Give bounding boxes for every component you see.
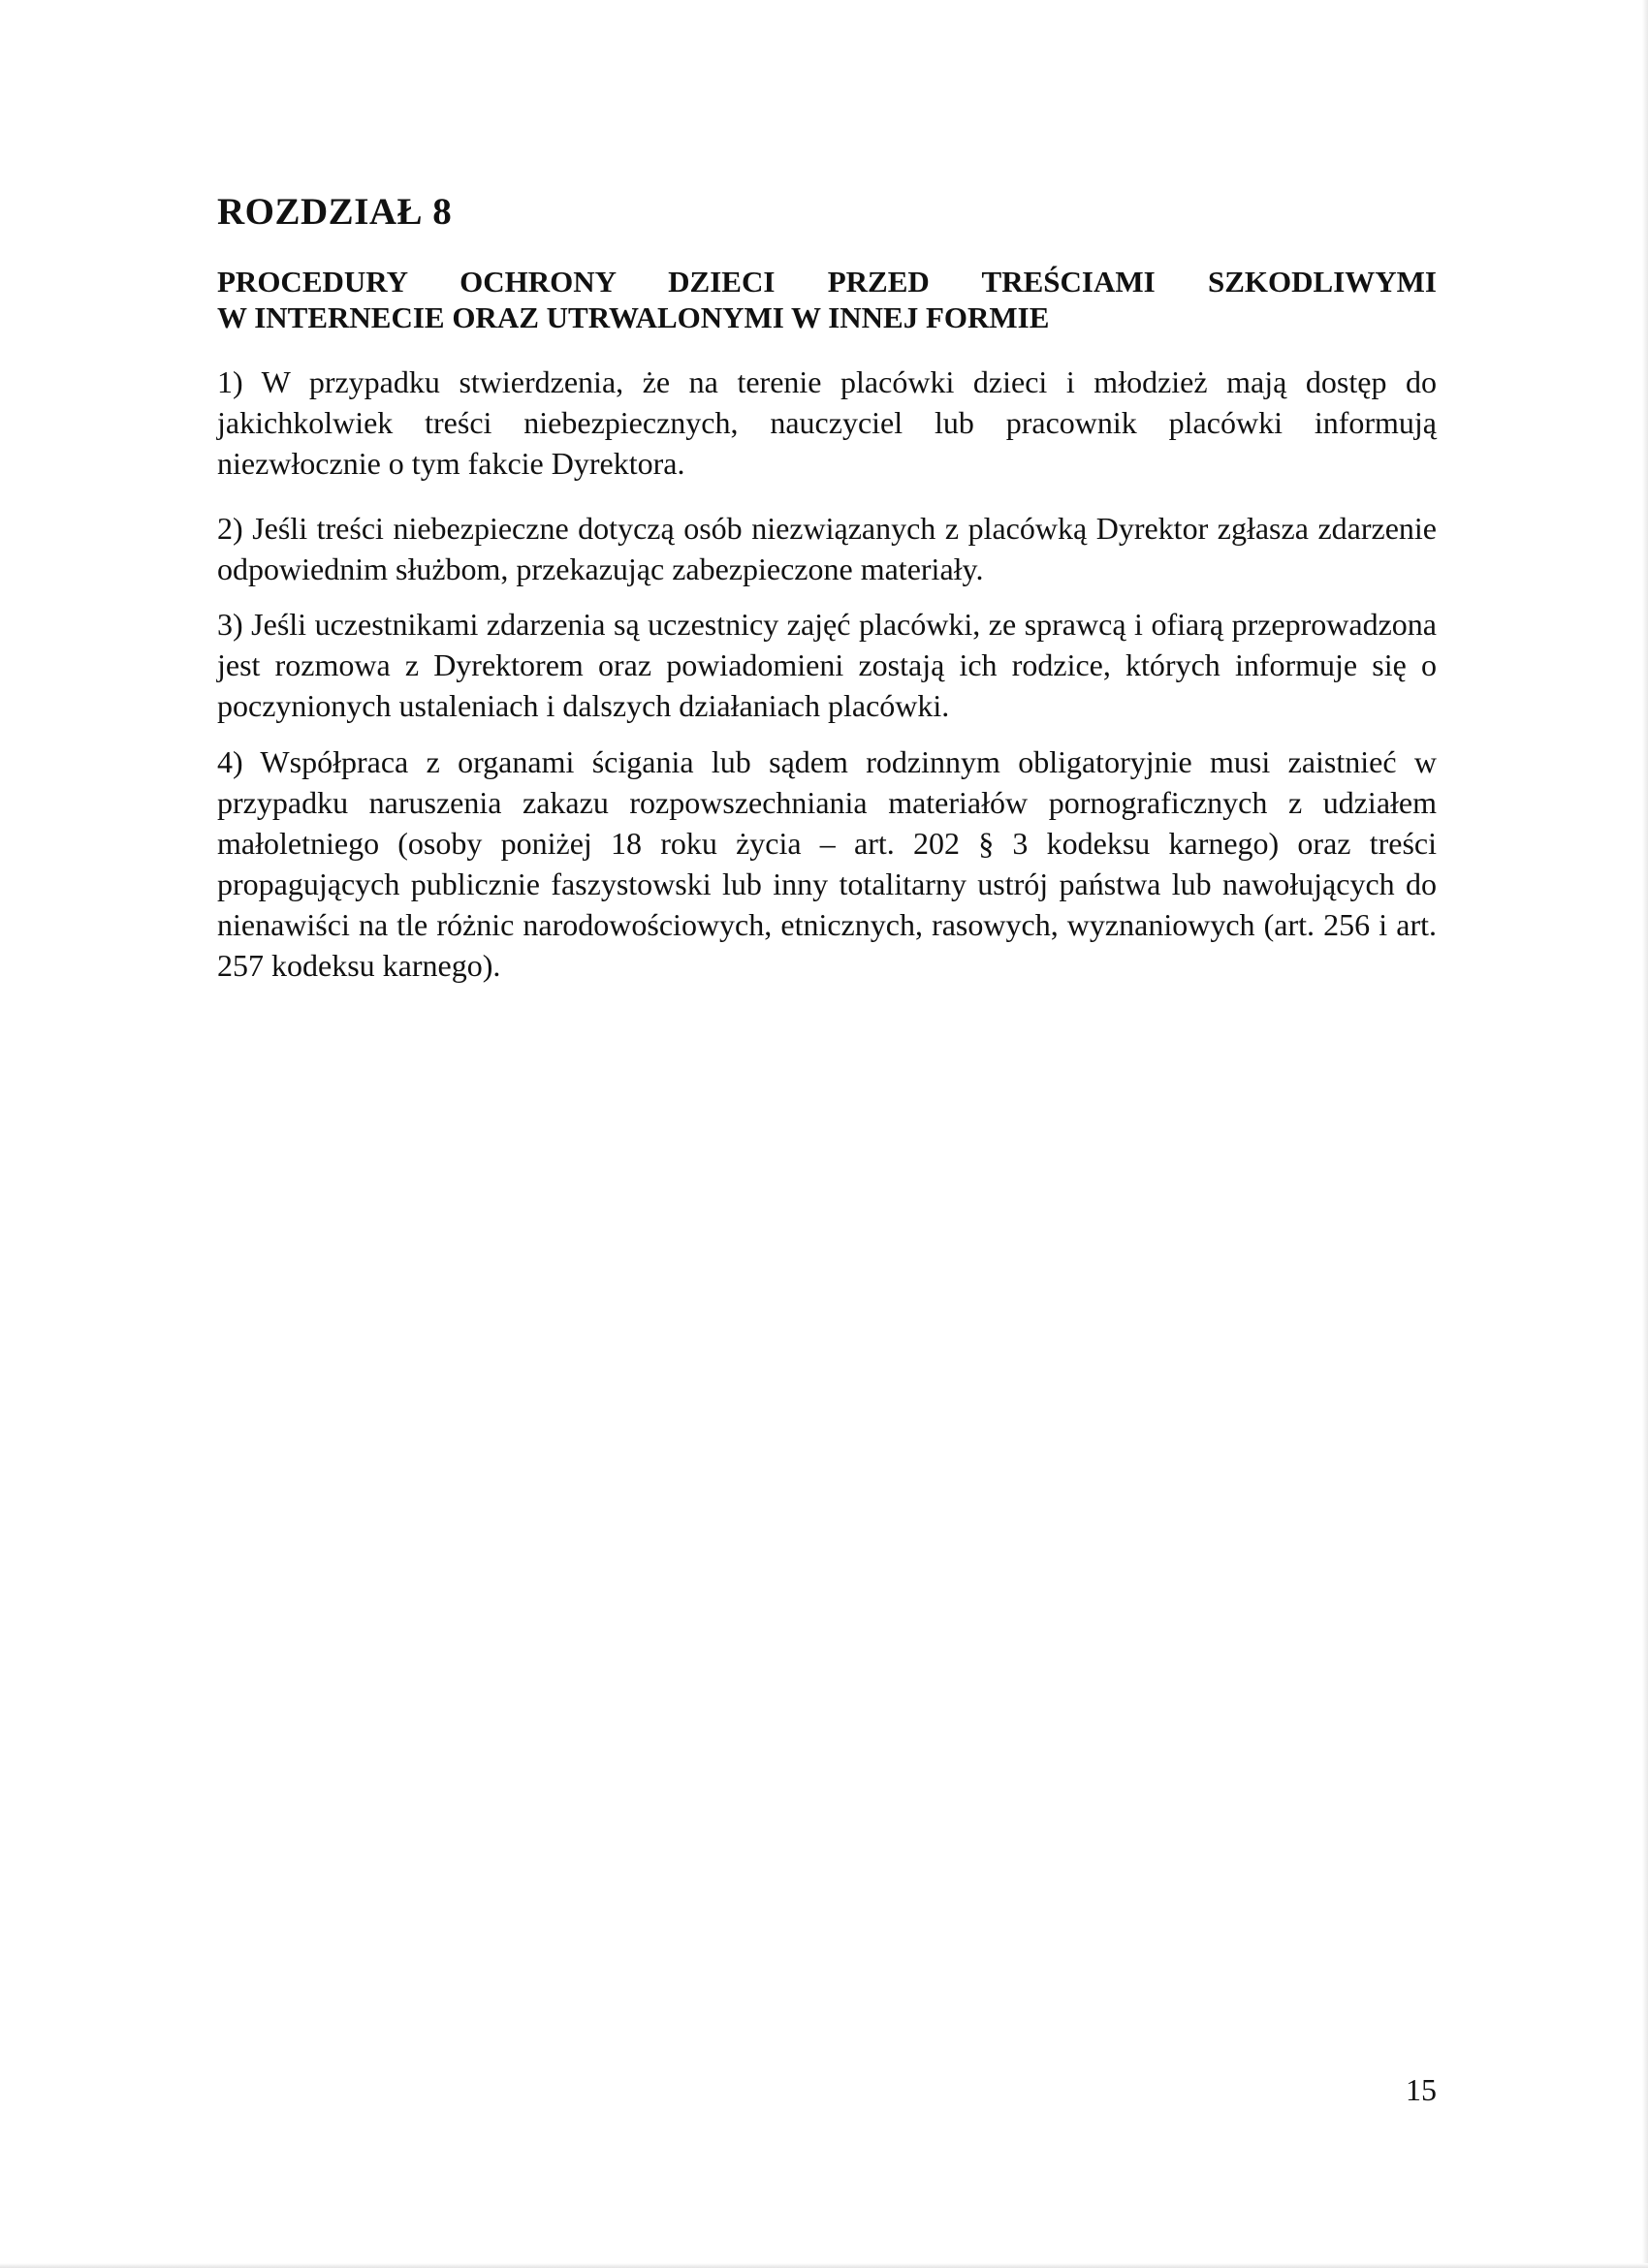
paragraph-1: 1) W przypadku stwierdzenia, że na terenie placówki dzieci i młodzież mają dostęp do jakichkolwiek treści niebezpiecznych, nauczyciel lub pracownik placówki informują niezwłocznie o tym fakcie Dyrektora. (217, 364, 1437, 481)
scan-edge-right (1642, 0, 1648, 2268)
paragraph-4: 4) Współpraca z organami ścigania lub sądem rodzinnym obligatoryjnie musi zaistnieć w przypadku naruszenia zakazu rozpowszechniania materiałów pornograficznych z udziałem małoletniego (osoby poniżej 18 roku życia – art. 202 § 3 kodeksu karnego) oraz treści propagujących publicznie faszystowski lub inny totalitarny ustrój państwa lub nawołujących do nienawiści na tle różnic narodowościowych, etnicznych, rasowych, wyznaniowych (art. 256 i art. 257 kodeksu karnego). (217, 744, 1437, 983)
paragraph-3: 3) Jeśli uczestnikami zdarzenia są uczestnicy zajęć placówki, ze sprawcą i ofiarą przeprowadzona jest rozmowa z Dyrektorem oraz powiadomieni zostają ich rodzice, których informuje się o poczynionych ustaleniach i dalszych działaniach placówki. (217, 607, 1437, 723)
scan-edge-bottom (0, 2263, 1648, 2268)
section-title-line-1: PROCEDURY OCHRONY DZIECI PRZED TREŚCIAMI SZKODLIWYMI (217, 265, 1437, 299)
section-title-line-2: W INTERNECIE ORAZ UTRWALONYMI W INNEJ FORMIE (217, 300, 1050, 334)
paragraph-2: 2) Jeśli treści niebezpieczne dotyczą osób niezwiązanych z placówką Dyrektor zgłasza zdarzenie odpowiednim służbom, przekazując zabezpieczone materiały. (217, 511, 1437, 586)
chapter-title: ROZDZIAŁ 8 (217, 191, 453, 233)
page-number: 15 (1406, 2072, 1437, 2107)
section-title (217, 264, 1437, 335)
